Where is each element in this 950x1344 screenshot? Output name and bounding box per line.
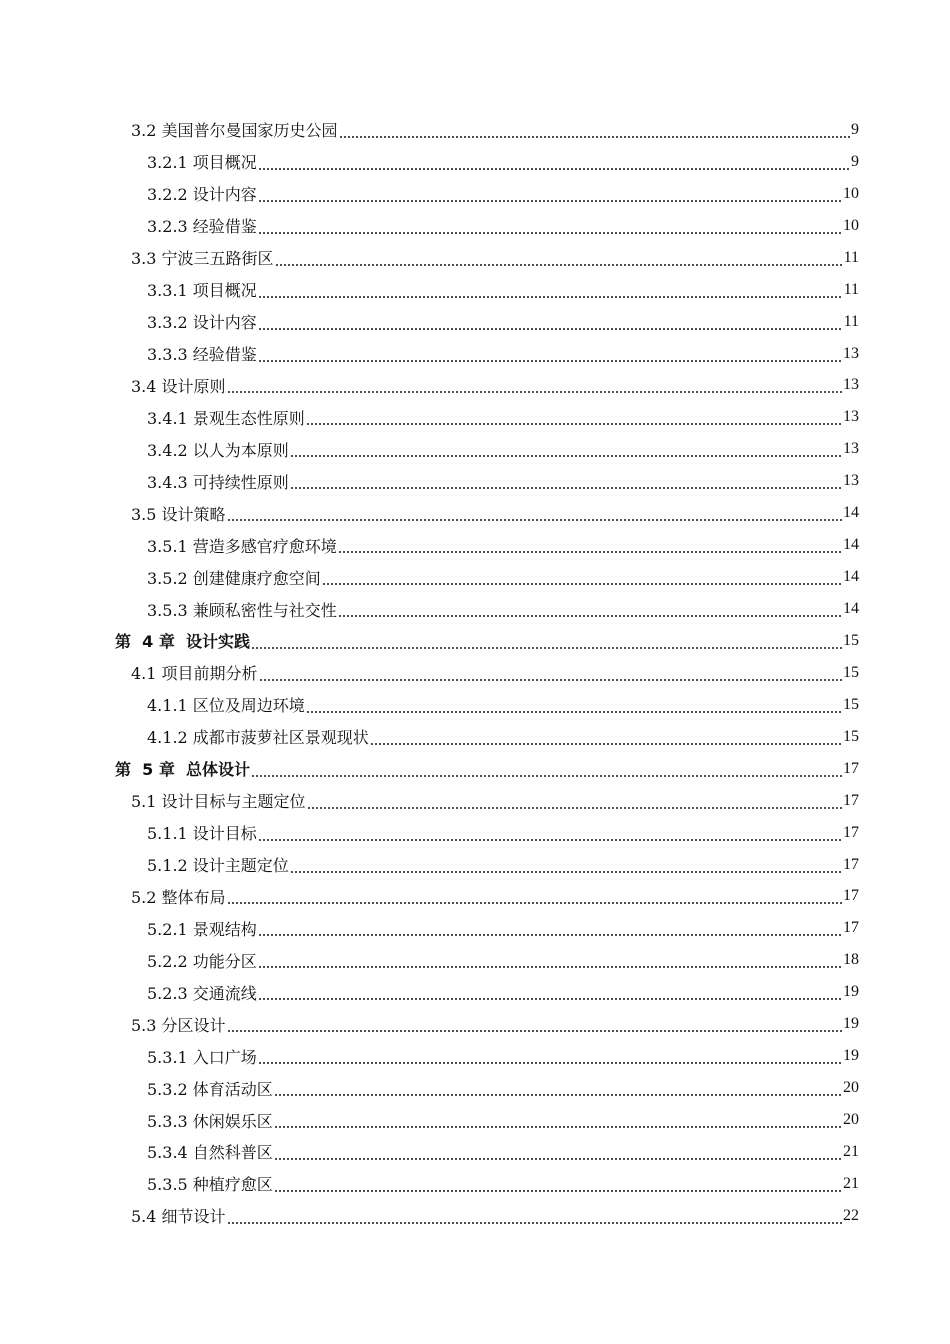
toc-page-number: 13 [843,408,859,426]
toc-page-number: 22 [843,1206,859,1224]
toc-entry-title: 5.1.2 设计主题定位 [147,856,289,876]
toc-page-number: 17 [843,791,859,809]
toc-page-number: 14 [843,568,859,586]
toc-entry-title: 5.2.2 功能分区 [147,951,257,971]
toc-entry-title: 3.2.1 项目概况 [147,153,257,173]
toc-dot-leader [258,189,842,203]
toc-dot-leader [290,860,842,874]
toc-page-number: 15 [843,631,859,649]
toc-page-number: 13 [843,376,859,394]
toc-entry[interactable] [0,657,950,689]
toc-entry-title: 3.3.3 经验借鉴 [147,345,257,365]
toc-entry[interactable] [0,881,950,913]
toc-entry-title: 4.1.1 区位及周边环境 [147,696,305,716]
toc-page-number: 13 [843,472,859,490]
toc-entry-title: 3.2.3 经验借鉴 [147,217,257,237]
toc-entry-title: 4.1 项目前期分析 [131,664,258,684]
toc-dot-leader [306,700,842,714]
toc-entry[interactable] [0,785,950,817]
toc-entry-title: 3.5.1 营造多感官疗愈环境 [147,536,337,556]
toc-entry[interactable] [0,689,950,721]
toc-entry-title: 5.3.3 休闲娱乐区 [147,1111,273,1131]
toc-entry-title: 3.4.2 以人为本原则 [147,440,289,460]
toc-page-number: 21 [843,1174,859,1192]
toc-entry-title: 5.4 细节设计 [131,1207,226,1227]
toc-dot-leader [251,636,842,650]
toc-dot-leader [258,923,842,937]
toc-entry-title: 5.3 分区设计 [131,1015,226,1035]
toc-dot-leader [322,572,842,586]
toc-entry-title: 3.5 设计策略 [131,504,226,524]
toc-page-number: 17 [843,887,859,905]
toc-entry[interactable] [0,178,950,210]
toc-entry[interactable] [0,817,950,849]
toc-entry[interactable] [0,433,950,465]
toc-entry[interactable] [0,1104,950,1136]
toc-entry[interactable] [0,401,950,433]
toc-dot-leader [227,380,842,394]
toc-entry[interactable] [0,274,950,306]
toc-dot-leader [338,604,842,618]
toc-page-number: 13 [843,440,859,458]
toc-page-number: 19 [843,1047,859,1065]
toc-entry-title: 3.3.1 项目概况 [147,281,257,301]
toc-dot-leader [274,1083,842,1097]
toc-entry[interactable] [0,849,950,881]
toc-entry[interactable] [0,497,950,529]
toc-entry[interactable] [0,1168,950,1200]
toc-page-number: 14 [843,504,859,522]
toc-entry[interactable] [0,1072,950,1104]
toc-entry-title: 3.2 美国普尔曼国家历史公园 [131,121,338,141]
toc-entry-title: 3.4.1 景观生态性原则 [147,408,305,428]
toc-entry-title: 5.1 设计目标与主题定位 [131,792,306,812]
toc-entry[interactable] [0,1200,950,1232]
toc-dot-leader [258,157,850,171]
toc-page-number: 11 [843,312,859,330]
toc-dot-leader [227,1211,842,1225]
toc-entry-title: 5.3.4 自然科普区 [147,1143,273,1163]
toc-entry[interactable] [0,338,950,370]
toc-entry-title: 5.3.2 体育活动区 [147,1079,273,1099]
toc-entry[interactable] [0,1040,950,1072]
toc-entry-title: 3.4 设计原则 [131,376,226,396]
toc-dot-leader [258,285,843,299]
toc-page-number: 19 [843,1015,859,1033]
toc-entry-title: 3.3 宁波三五路街区 [131,249,274,269]
toc-chapter-entry[interactable] [0,625,950,657]
toc-entry-title: 4.1.2 成都市菠萝社区景观现状 [147,728,369,748]
toc-entry[interactable] [0,242,950,274]
toc-dot-leader [307,796,842,810]
toc-page-number: 17 [843,855,859,873]
toc-entry-title: 3.3.2 设计内容 [147,313,257,333]
toc-page-number: 11 [843,280,859,298]
toc-entry[interactable] [0,1008,950,1040]
toc-page-number: 15 [843,727,859,745]
toc-page-number: 17 [843,759,859,777]
toc-entry[interactable] [0,561,950,593]
toc-page-number: 11 [843,248,859,266]
toc-page-number: 17 [843,823,859,841]
toc-dot-leader [275,253,843,267]
toc-entry[interactable] [0,465,950,497]
toc-dot-leader [338,540,842,554]
toc-dot-leader [258,317,843,331]
toc-dot-leader [370,732,842,746]
toc-dot-leader [258,221,842,235]
toc-entry[interactable] [0,976,950,1008]
toc-entry-title: 3.5.3 兼顾私密性与社交性 [147,600,337,620]
toc-dot-leader [258,828,842,842]
toc-dot-leader [227,891,842,905]
toc-page-number: 21 [843,1142,859,1160]
toc-dot-leader [274,1147,842,1161]
toc-chapter-entry[interactable] [0,753,950,785]
toc-entry[interactable] [0,593,950,625]
toc-dot-leader [259,668,842,682]
toc-dot-leader [227,508,842,522]
toc-entry[interactable] [0,210,950,242]
toc-page-number: 13 [843,344,859,362]
toc-entry-title: 5.3.1 入口广场 [147,1047,257,1067]
toc-entry-title: 5.2.1 景观结构 [147,919,257,939]
toc-page-number: 17 [843,919,859,937]
toc-dot-leader [227,1019,842,1033]
toc-dot-leader [274,1179,842,1193]
toc-entry[interactable] [0,912,950,944]
toc-entry-title: 5.2 整体布局 [131,887,226,907]
toc-dot-leader [274,1115,842,1129]
toc-entry[interactable] [0,721,950,753]
toc-entry[interactable] [0,306,950,338]
toc-entry[interactable] [0,146,950,178]
toc-page-number: 10 [843,184,859,202]
toc-dot-leader [258,349,842,363]
toc-page-number: 9 [851,152,859,170]
toc-page-number: 19 [843,983,859,1001]
table-of-contents [0,114,950,1232]
toc-entry-title: 5.1.1 设计目标 [147,824,257,844]
toc-dot-leader [251,764,842,778]
toc-page-number: 18 [843,951,859,969]
toc-entry[interactable] [0,370,950,402]
toc-dot-leader [339,125,850,139]
toc-dot-leader [258,987,842,1001]
toc-entry[interactable] [0,1136,950,1168]
toc-entry-title: 第 4 章 设计实践 [115,632,250,652]
toc-entry[interactable] [0,114,950,146]
toc-page-number: 14 [843,600,859,618]
toc-entry-title: 第 5 章 总体设计 [115,760,250,780]
toc-page-number: 10 [843,216,859,234]
toc-dot-leader [258,955,842,969]
toc-dot-leader [306,412,842,426]
toc-entry-title: 3.2.2 设计内容 [147,185,257,205]
toc-entry[interactable] [0,529,950,561]
toc-dot-leader [258,1051,842,1065]
toc-entry-title: 3.4.3 可持续性原则 [147,472,289,492]
toc-page-number: 20 [843,1111,859,1129]
toc-page-number: 9 [851,120,859,138]
toc-entry[interactable] [0,944,950,976]
toc-entry-title: 5.2.3 交通流线 [147,983,257,1003]
toc-entry-title: 5.3.5 种植疗愈区 [147,1175,273,1195]
toc-page-number: 20 [843,1079,859,1097]
toc-dot-leader [290,476,842,490]
toc-page-number: 15 [843,663,859,681]
toc-dot-leader [290,444,842,458]
toc-entry-title: 3.5.2 创建健康疗愈空间 [147,568,321,588]
toc-page-number: 15 [843,695,859,713]
toc-page-number: 14 [843,536,859,554]
